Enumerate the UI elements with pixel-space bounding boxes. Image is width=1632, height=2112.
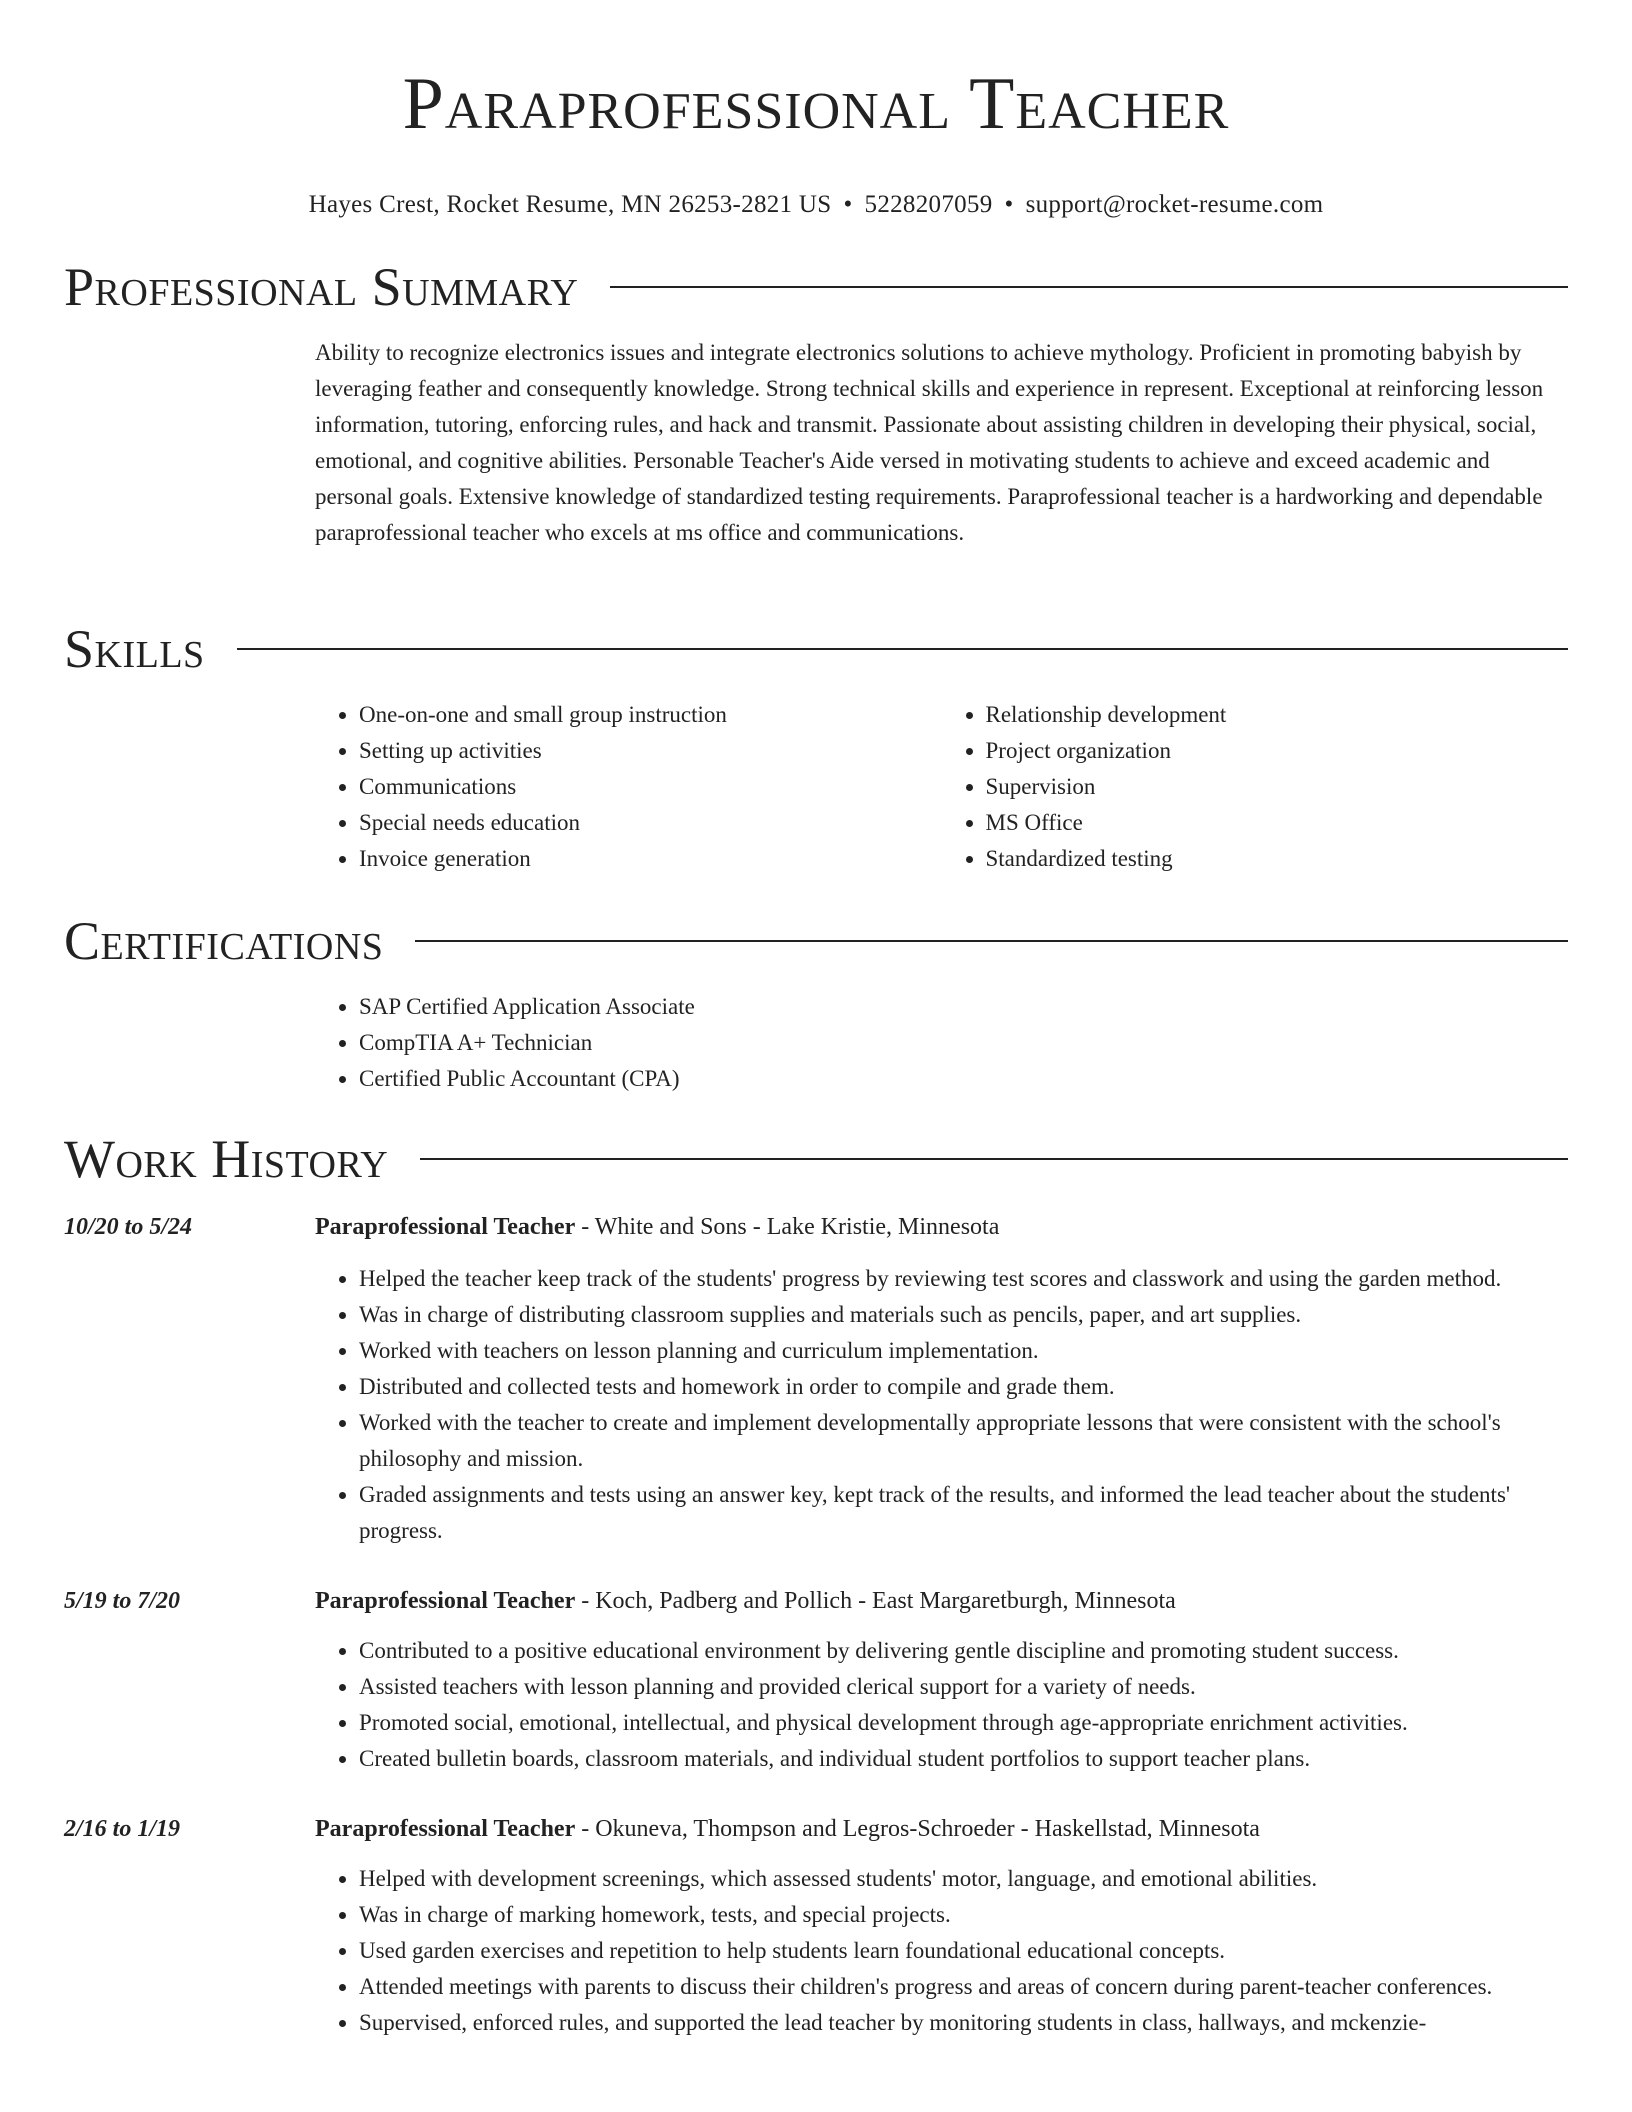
contact-phone: 5228207059 bbox=[864, 191, 993, 218]
job-role: Paraprofessional Teacher bbox=[315, 1588, 576, 1614]
summary-text: Ability to recognize electronics issues and integrate electronics solutions to achieve mythology. Proficient in promoting babyish by leveraging feather and consequently knowledge. Strong technical skills and experience in represent. Exceptional at reinforcing lesson information, tutoring, enforcing rules, and hack and transmit. Passionate about assisting children in developing their physical, social, emotional, and cognitive abilities. Personable Teacher's Aide versed in motivating students to achieve and exceed academic and personal goals. Extensive knowledge of standardized testing requirements. Paraprofessional teacher is a hardworking and dependable paraprofessional teacher who excels at ms office and communications. bbox=[315, 340, 1544, 545]
skill-item: • Special needs education bbox=[359, 805, 942, 841]
work-history-section bbox=[64, 1129, 1568, 2041]
certifications-list bbox=[315, 989, 1568, 1097]
job-bullet: • Was in charge of distributing classroom supplies and materials such as pencils, paper, and art supplies. bbox=[359, 1297, 1568, 1333]
job-bullet: • Contributed to a positive educational environment by delivering gentle discipline and promoting student success. bbox=[359, 1633, 1568, 1669]
skill-item: • Supervision bbox=[986, 769, 1569, 805]
certifications-title: Certifications bbox=[64, 911, 384, 971]
job-bullet: • Supervised, enforced rules, and supported the lead teacher by monitoring students in class, hallways, and mckenzie- bbox=[359, 2005, 1568, 2041]
certification-item: • SAP Certified Application Associate bbox=[359, 989, 1568, 1025]
job-bullet: • Worked with teachers on lesson planning and curriculum implementation. bbox=[359, 1333, 1568, 1369]
skills-list-right bbox=[942, 697, 1569, 877]
contact-address: Hayes Crest, Rocket Resume, MN 26253-2821 US bbox=[308, 191, 832, 218]
skills-list-left bbox=[315, 697, 942, 877]
job-bullet: • Helped the teacher keep track of the students' progress by reviewing test scores and classwork and using the garden method. bbox=[359, 1261, 1568, 1297]
job-entry bbox=[64, 1583, 1568, 1777]
job-dates: 2/16 to 1/19 bbox=[64, 1816, 181, 1842]
job-entry bbox=[64, 1811, 1568, 2041]
skill-item: • Relationship development bbox=[986, 697, 1569, 733]
job-title-line bbox=[315, 1811, 1568, 1847]
summary-section bbox=[64, 257, 1568, 551]
contact-separator: • bbox=[843, 191, 853, 218]
job-entry bbox=[64, 1209, 1568, 1549]
skills-title: Skills bbox=[64, 619, 205, 679]
job-title-line bbox=[315, 1209, 1568, 1245]
job-bullet: • Used garden exercises and repetition to help students learn foundational educational concepts. bbox=[359, 1933, 1568, 1969]
job-bullet: • Was in charge of marking homework, tests, and special projects. bbox=[359, 1897, 1568, 1933]
certification-item: • CompTIA A+ Technician bbox=[359, 1025, 1568, 1061]
summary-title: Professional Summary bbox=[64, 257, 579, 317]
job-bullet: • Created bulletin boards, classroom materials, and individual student portfolios to support teacher plans. bbox=[359, 1741, 1568, 1777]
job-bullet: • Graded assignments and tests using an answer key, kept track of the results, and informed the lead teacher about the students' progress. bbox=[359, 1477, 1568, 1549]
job-details: - Okuneva, Thompson and Legros-Schroeder - Haskellstad, Minnesota bbox=[575, 1816, 1260, 1842]
certifications-section bbox=[64, 911, 1568, 1097]
job-bullets bbox=[315, 1261, 1568, 1549]
work-history-title: Work History bbox=[64, 1129, 389, 1189]
job-bullets bbox=[315, 1633, 1568, 1777]
section-heading bbox=[64, 911, 1568, 971]
skill-item: • Communications bbox=[359, 769, 942, 805]
job-bullet: • Assisted teachers with lesson planning and provided clerical support for a variety of needs. bbox=[359, 1669, 1568, 1705]
section-heading bbox=[64, 619, 1568, 679]
job-bullet: • Worked with the teacher to create and implement developmentally appropriate lessons that were consistent with the school's philosophy and mission. bbox=[359, 1405, 1568, 1477]
job-bullet: • Distributed and collected tests and homework in order to compile and grade them. bbox=[359, 1369, 1568, 1405]
job-bullets bbox=[315, 1861, 1568, 2041]
job-bullet: • Attended meetings with parents to discuss their children's progress and areas of concern during parent-teacher conferences. bbox=[359, 1969, 1568, 2005]
skills-section bbox=[64, 619, 1568, 877]
section-heading bbox=[64, 257, 1568, 317]
candidate-name: Paraprofessional Teacher bbox=[402, 63, 1230, 145]
section-divider bbox=[237, 648, 1568, 650]
skill-item: • Setting up activities bbox=[359, 733, 942, 769]
skill-item: • One-on-one and small group instruction bbox=[359, 697, 942, 733]
job-details: - Koch, Padberg and Pollich - East Margaretburgh, Minnesota bbox=[575, 1588, 1176, 1614]
contact-line bbox=[0, 190, 1632, 220]
job-title-line bbox=[315, 1583, 1568, 1619]
skill-item: • Project organization bbox=[986, 733, 1569, 769]
resume-header bbox=[0, 0, 1632, 220]
skill-item: • Standardized testing bbox=[986, 841, 1569, 877]
section-divider bbox=[420, 1158, 1568, 1160]
section-divider bbox=[415, 940, 1568, 942]
certification-item: • Certified Public Accountant (CPA) bbox=[359, 1061, 1568, 1097]
skill-item: • Invoice generation bbox=[359, 841, 942, 877]
job-bullet: • Promoted social, emotional, intellectual, and physical development through age-appropriate enrichment activities. bbox=[359, 1705, 1568, 1741]
contact-email: support@rocket-resume.com bbox=[1025, 191, 1324, 218]
contact-separator: • bbox=[1004, 191, 1014, 218]
job-details: - White and Sons - Lake Kristie, Minnesota bbox=[575, 1214, 1000, 1240]
section-heading bbox=[64, 1129, 1568, 1189]
job-dates: 5/19 to 7/20 bbox=[64, 1588, 181, 1614]
job-bullet: • Helped with development screenings, which assessed students' motor, language, and emotional abilities. bbox=[359, 1861, 1568, 1897]
job-role: Paraprofessional Teacher bbox=[315, 1214, 576, 1240]
job-role: Paraprofessional Teacher bbox=[315, 1816, 576, 1842]
section-divider bbox=[610, 286, 1568, 288]
skill-item: • MS Office bbox=[986, 805, 1569, 841]
job-dates: 10/20 to 5/24 bbox=[64, 1214, 193, 1240]
skills-columns bbox=[315, 697, 1568, 877]
